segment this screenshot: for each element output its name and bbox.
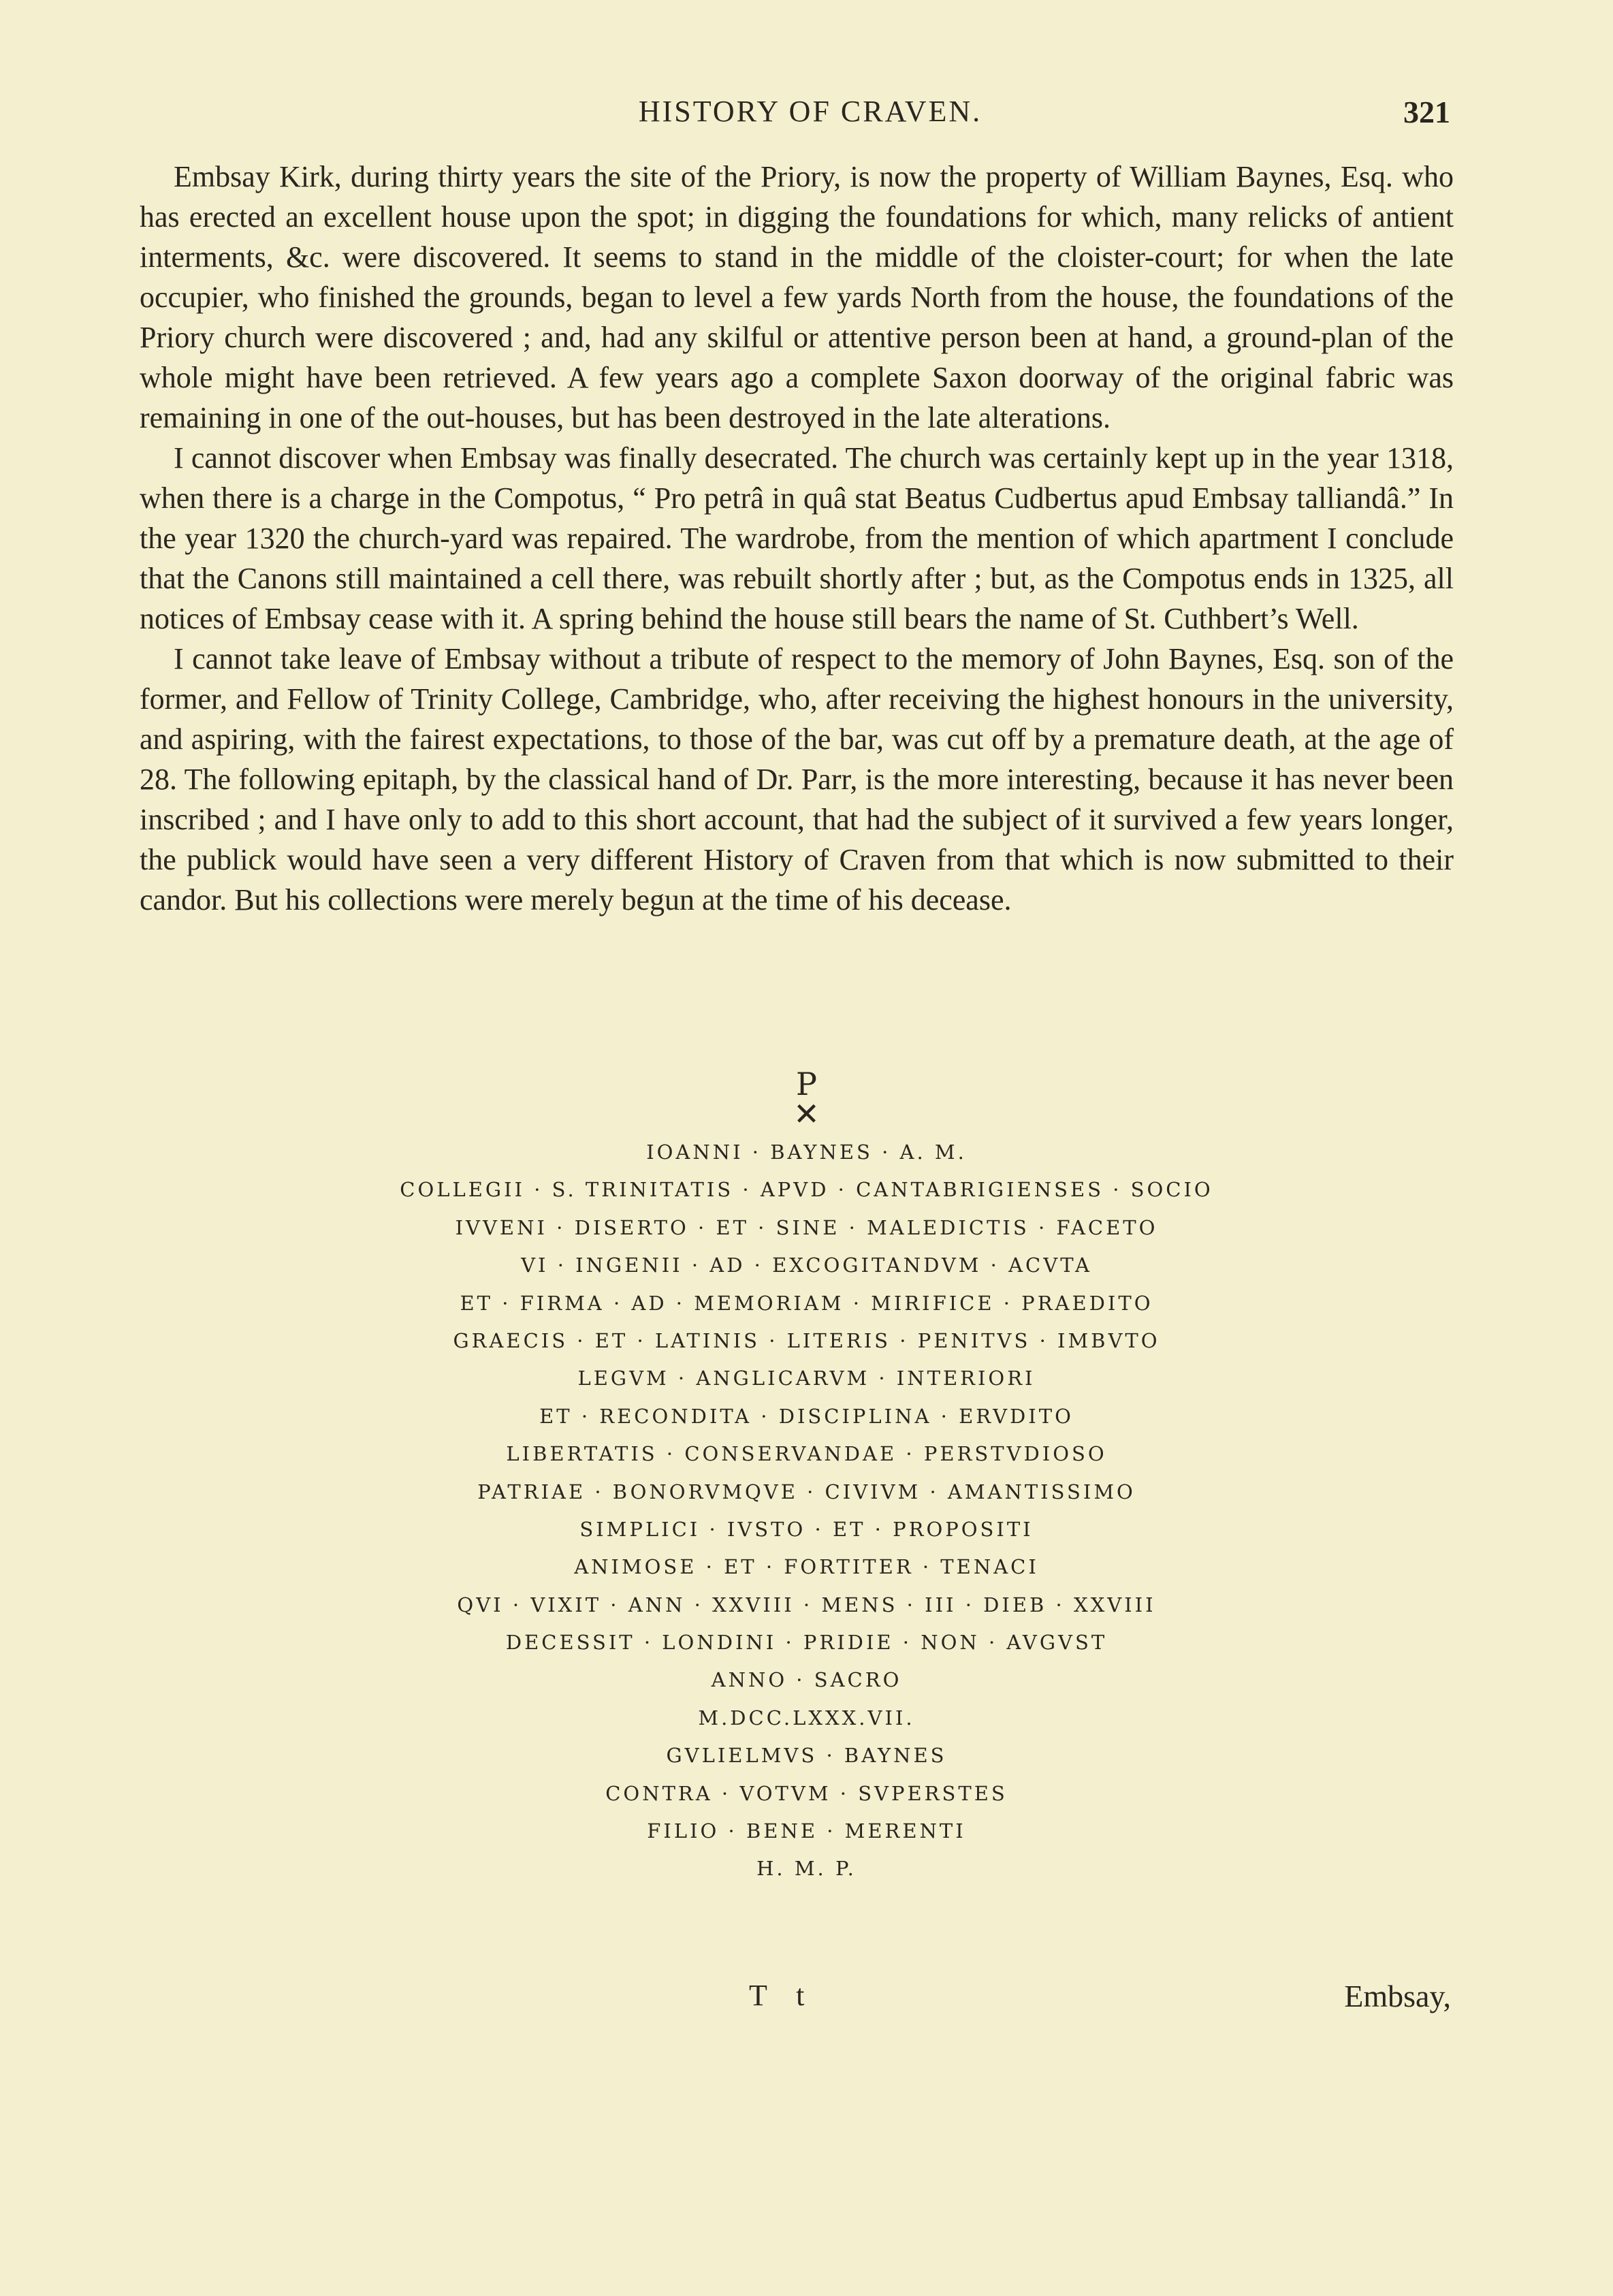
- epitaph-line: LIBERTATIS · CONSERVANDAE · PERSTVDIOSO: [506, 1442, 1107, 1466]
- epitaph-line: ET · RECONDITA · DISCIPLINA · ERVDITO: [539, 1404, 1074, 1428]
- epitaph-line: FILIO · BENE · MERENTI: [647, 1819, 966, 1843]
- epitaph-line: ET · FIRMA · AD · MEMORIAM · MIRIFICE · PRAEDITO: [460, 1291, 1153, 1315]
- epitaph-line: COLLEGII · S. TRINITATIS · APVD · CANTABRIGIENSES · SOCIO: [400, 1178, 1213, 1202]
- catchword: Embsay,: [1344, 1979, 1451, 2013]
- monogram-bottom: ✕: [793, 1096, 820, 1132]
- epitaph-line: H. M. P.: [756, 1857, 857, 1881]
- page-header: [170, 94, 1450, 135]
- epitaph-line: VI · INGENII · AD · EXCOGITANDVM · ACVTA: [521, 1254, 1092, 1277]
- epitaph-line: LEGVM · ANGLICARVM · INTERIORI: [577, 1367, 1036, 1390]
- page-footer: [0, 1978, 1613, 2026]
- epitaph-line: ANIMOSE · ET · FORTITER · TENACI: [574, 1555, 1039, 1579]
- running-title: HISTORY OF CRAVEN.: [638, 95, 983, 128]
- epitaph-line: IOANNI · BAYNES · A. M.: [646, 1141, 967, 1164]
- body-text: [140, 157, 1454, 920]
- page-number: 321: [1403, 95, 1450, 129]
- signature-mark: T t: [749, 1979, 816, 2012]
- epitaph-line: ANNO · SACRO: [711, 1668, 902, 1692]
- paragraph-desecration: I cannot discover when Embsay was finally desecrated. The church was certainly kept up in the year 1318, when there is a charge in the Compotus, “ Pro petrâ in quâ stat Beatus Cudbertus apud Embsay talliandâ.” In the year 1320 the church-yard was repaired. The wardrobe, from the mention of which apartment I conclude that the Canons still maintained a cell there, was rebuilt shortly after ; but, as the Compotus ends in 1325, all notices of Embsay cease with it. A spring behind the house still bears the name of St. Cuthbert’s Well.: [140, 441, 1454, 635]
- epitaph-line: PATRIAE · BONORVMQVE · CIVIVM · AMANTISSIMO: [477, 1480, 1136, 1503]
- epitaph-line: CONTRA · VOTVM · SVPERSTES: [605, 1781, 1008, 1805]
- epitaph-line: QVI · VIXIT · ANN · XXVIII · MENS · III · DIEB · XXVIII: [457, 1593, 1156, 1616]
- chi-rho-monogram: [0, 1066, 1613, 1132]
- epitaph-line: IVVENI · DISERTO · ET · SINE · MALEDICTIS · FACETO: [455, 1215, 1158, 1239]
- epitaph-line: M.DCC.LXXX.VII.: [698, 1706, 915, 1729]
- monogram-top: P: [796, 1066, 817, 1102]
- epitaph-line: GRAECIS · ET · LATINIS · LITERIS · PENITVS · IMBVTO: [453, 1328, 1160, 1352]
- paragraph-embsay-kirk: Embsay Kirk, during thirty years the site of the Priory, is now the property of William Baynes, Esq. who has erected an excellent house upon the spot; in digging the foundations for which, many relicks of antient interments, &c. were discovered. It seems to stand in the middle of the cloister-court; for when the late occupier, who finished the grounds, began to level a few yards North from the house, the foundations of the Priory church were discovered ; and, had any skilful or attentive person been at hand, a ground-plan of the whole might have been retrieved. A few years ago a complete Saxon doorway of the original fabric was remaining in one of the out-houses, but has been destroyed in the late alterations.: [140, 160, 1454, 434]
- epitaph-line: DECESSIT · LONDINI · PRIDIE · NON · AVGVST: [505, 1631, 1108, 1655]
- epitaph-line: GVLIELMVS · BAYNES: [666, 1744, 947, 1768]
- paragraph-john-baynes: I cannot take leave of Embsay without a tribute of respect to the memory of John Baynes, Esq. son of the former, and Fellow of Trinity College, Cambridge, who, after receiving the highest honours in the university, and aspiring, with the fairest expectations, to those of the bar, was cut off by a premature death, at the age of 28. The following epitaph, by the classical hand of Dr. Parr, is the more interesting, because it has never been inscribed ; and I have only to add to this short account, that had the subject of it survived a few years longer, the publick would have seen a very different History of Craven from that which is now submitted to their candor. But his collections were merely begun at the time of his decease.: [140, 642, 1454, 916]
- epitaph: [0, 1134, 1613, 1888]
- epitaph-line: SIMPLICI · IVSTO · ET · PROPOSITI: [579, 1517, 1034, 1541]
